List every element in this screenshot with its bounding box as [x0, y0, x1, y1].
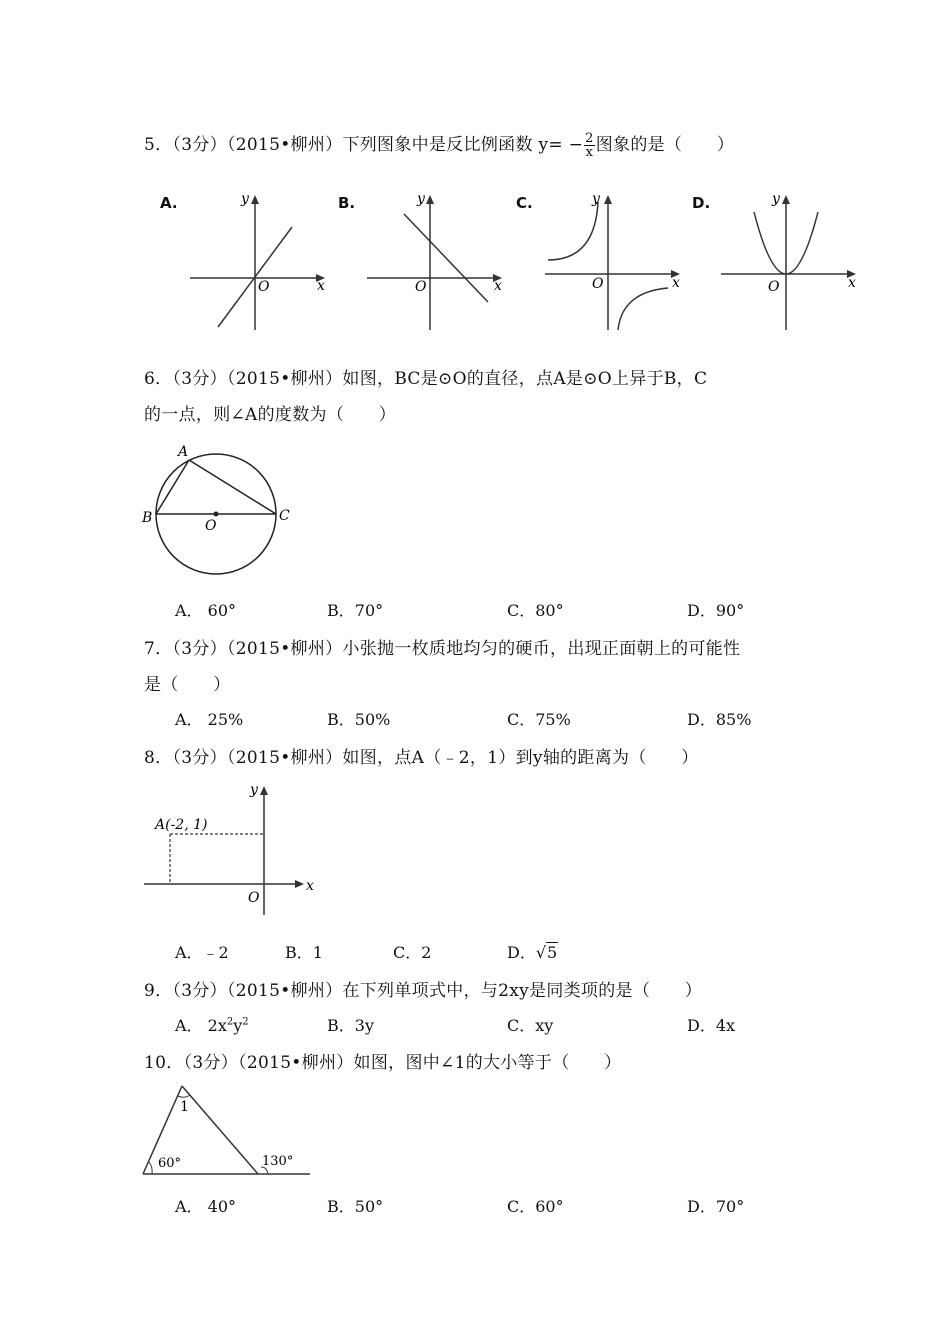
graph-a: [185, 190, 335, 335]
q9-option-d[interactable]: D．4x: [687, 1016, 736, 1035]
origin-label: O: [258, 279, 270, 295]
q5-fraction: [584, 132, 595, 159]
graph-d-label: D.: [692, 194, 711, 212]
angle-130-label: 130°: [262, 1154, 294, 1169]
q8-option-d[interactable]: [507, 940, 558, 963]
q7-option-c[interactable]: C．75%: [507, 710, 571, 729]
q8-option-a[interactable]: A．﹣2: [175, 943, 229, 962]
center-o-label: O: [205, 518, 217, 534]
q6-option-a[interactable]: A． 60°: [175, 601, 237, 620]
q6-option-b[interactable]: B．70°: [327, 601, 384, 620]
q10-option-d[interactable]: D．70°: [687, 1197, 745, 1216]
q6-stem-line2: 的一点，则∠A的度数为（ ）: [144, 405, 397, 425]
q8-coordinate-figure: [140, 780, 320, 920]
q9-option-a-var: y: [233, 1016, 243, 1035]
sqrt-radicand: 5: [547, 943, 558, 962]
axis-y-label: y: [772, 191, 780, 207]
q10-option-a[interactable]: A． 40°: [175, 1197, 237, 1216]
graph-b: [362, 190, 512, 335]
axis-x-label: x: [848, 275, 856, 291]
axis-y-label: y: [241, 191, 249, 207]
q5-number: 5．: [144, 135, 173, 155]
point-a-label: A(-2, 1): [155, 817, 208, 833]
point-b-label: B: [142, 510, 153, 526]
q7-stem-line2: 是（ ）: [144, 675, 231, 695]
q5-text-after: 图象的是（ ）: [595, 135, 735, 155]
graph-a-label: A.: [160, 194, 178, 212]
axis-x-label: x: [306, 878, 314, 894]
q5-score: （3分）: [172, 135, 227, 155]
exponent: 2: [242, 1016, 249, 1028]
q6-option-d[interactable]: D．90°: [687, 601, 745, 620]
q10-option-c[interactable]: C．60°: [507, 1197, 564, 1216]
q10-option-b[interactable]: B．50°: [327, 1197, 384, 1216]
q5-source: （2015•柳州）: [226, 135, 343, 155]
graph-c: [540, 190, 690, 335]
exponent: 2: [226, 1016, 234, 1028]
graph-b-label: B.: [338, 194, 356, 212]
q10-stem: 10．（3分）（2015•柳州）如图，图中∠1的大小等于（ ）: [144, 1053, 622, 1073]
axis-x-label: x: [317, 278, 325, 294]
point-a-label: A: [178, 444, 189, 460]
sqrt-expression: √5: [535, 943, 558, 962]
q9-option-a-prefix: A． 2x: [175, 1016, 227, 1035]
q5-text: 下列图象中是反比例函数 y= −: [342, 135, 584, 155]
axis-x-label: x: [494, 278, 502, 294]
q10-triangle-figure: [140, 1080, 315, 1180]
q5-stem: [144, 130, 734, 159]
fraction-denominator: x: [585, 145, 594, 160]
q7-option-a[interactable]: A． 25%: [175, 710, 244, 729]
axis-x-label: x: [672, 275, 680, 291]
angle-1-label: 1: [180, 1099, 189, 1115]
q9-stem: 9．（3分）（2015•柳州）在下列单项式中，与2xy是同类项的是（ ）: [144, 981, 703, 1001]
q9-option-a[interactable]: [175, 1013, 249, 1036]
q7-option-b[interactable]: B．50%: [327, 710, 391, 729]
graph-d: [716, 190, 866, 335]
q7-stem-line1: 7．（3分）（2015•柳州）小张抛一枚质地均匀的硬币，出现正面朝上的可能性: [144, 639, 741, 659]
origin-label: O: [415, 279, 427, 295]
origin-label: O: [592, 276, 604, 292]
q8-stem: 8．（3分）（2015•柳州）如图，点A（﹣2，1）到y轴的距离为（ ）: [144, 748, 699, 768]
angle-60-label: 60°: [158, 1156, 182, 1171]
axis-y-label: y: [250, 782, 258, 798]
axis-y-label: y: [417, 191, 425, 207]
q6-option-c[interactable]: C．80°: [507, 601, 564, 620]
q6-circle-figure: [138, 440, 298, 580]
q8-option-c[interactable]: C．2: [393, 943, 432, 962]
q9-option-c[interactable]: C．xy: [507, 1016, 554, 1035]
origin-label: O: [248, 890, 260, 906]
q9-option-b[interactable]: B．3y: [327, 1016, 374, 1035]
fraction-numerator: 2: [585, 131, 594, 146]
q6-stem-line1: 6．（3分）（2015•柳州）如图，BC是⊙O的直径，点A是⊙O上异于B，C: [144, 369, 708, 389]
origin-label: O: [768, 279, 780, 295]
q7-option-d[interactable]: D．85%: [687, 710, 752, 729]
q8-option-d-label: D．: [507, 943, 536, 962]
axis-y-label: y: [592, 191, 600, 207]
graph-c-label: C.: [516, 194, 533, 212]
q8-option-b[interactable]: B．1: [285, 943, 323, 962]
point-c-label: C: [279, 508, 290, 524]
